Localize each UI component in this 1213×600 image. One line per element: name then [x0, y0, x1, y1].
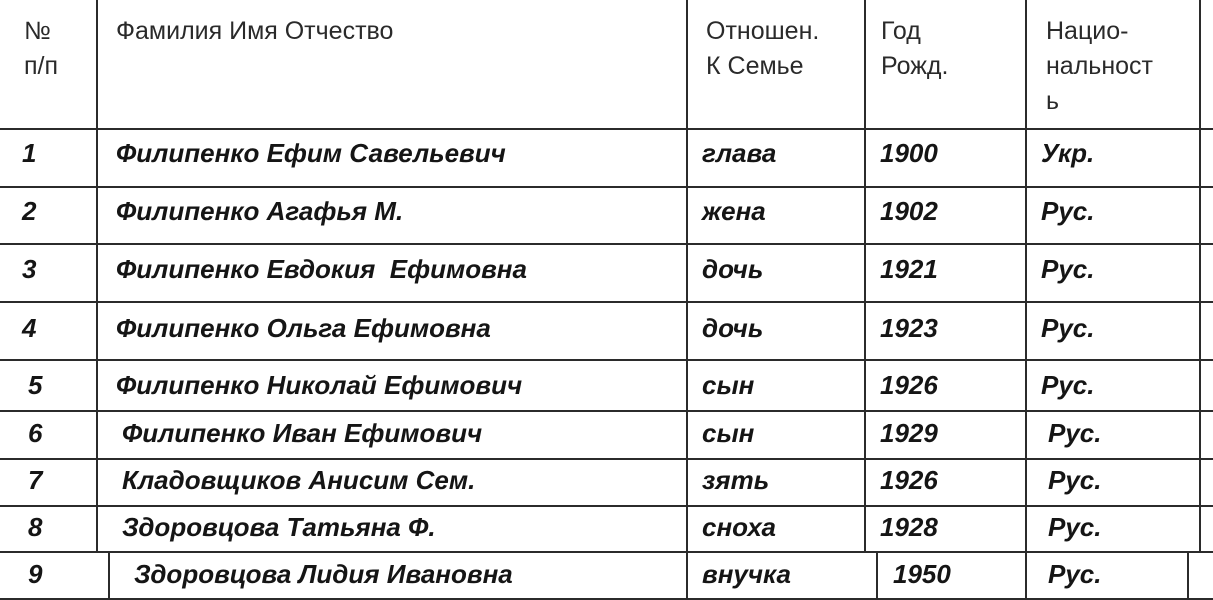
- column-divider: [864, 0, 866, 552]
- birth-year: 1900: [880, 138, 938, 168]
- row-number: 2: [22, 196, 37, 226]
- nationality: Рус.: [1048, 465, 1102, 495]
- header-line: Отношен.: [706, 17, 820, 45]
- header-full-name: [116, 14, 393, 49]
- person-name: Здоровцова Татьяна Ф.: [122, 512, 436, 542]
- header-line: Фамилия Имя Отчество: [116, 17, 394, 45]
- row-divider: [0, 410, 1213, 412]
- family-relation: внучка: [702, 559, 791, 589]
- column-divider: [96, 0, 98, 552]
- person-name: Здоровцова Лидия Ивановна: [134, 559, 513, 589]
- header-line: №: [24, 17, 51, 45]
- family-relation: дочь: [702, 313, 764, 343]
- column-divider: [686, 0, 688, 600]
- row-divider: [0, 243, 1213, 245]
- header-line: Год: [881, 17, 921, 45]
- birth-year: 1928: [880, 512, 938, 542]
- nationality: Рус.: [1041, 313, 1095, 343]
- birth-year: 1926: [880, 370, 938, 400]
- header-line: ь: [1046, 87, 1060, 115]
- birth-year: 1950: [893, 559, 951, 589]
- family-relation: дочь: [702, 254, 764, 284]
- family-relation: сноха: [702, 512, 776, 542]
- row-number: 5: [28, 370, 43, 400]
- row-number: 3: [22, 254, 37, 284]
- family-relation: глава: [702, 138, 777, 168]
- header-birth-year: [881, 14, 948, 84]
- person-name: Филипенко Николай Ефимович: [116, 370, 523, 400]
- person-name: Филипенко Евдокия Ефимовна: [116, 254, 527, 284]
- person-name: Филипенко Иван Ефимович: [122, 418, 483, 448]
- row-divider: [0, 458, 1213, 460]
- row-number: 7: [28, 465, 43, 495]
- header-line: К Семье: [706, 52, 804, 80]
- column-divider: [1199, 0, 1201, 552]
- birth-year: 1921: [880, 254, 938, 284]
- row-divider: [0, 551, 1213, 553]
- nationality: Рус.: [1041, 254, 1095, 284]
- nationality: Рус.: [1048, 559, 1102, 589]
- row-number: 8: [28, 512, 43, 542]
- person-name: Филипенко Ефим Савельевич: [116, 138, 506, 168]
- header-line: нальност: [1046, 52, 1153, 80]
- row-divider: [0, 186, 1213, 188]
- family-relation: зять: [702, 465, 770, 495]
- row-number: 1: [22, 138, 37, 168]
- header-line: Рожд.: [881, 52, 949, 80]
- column-divider: [1187, 552, 1189, 600]
- nationality: Рус.: [1048, 512, 1102, 542]
- birth-year: 1902: [880, 196, 938, 226]
- family-relation: сын: [702, 370, 755, 400]
- person-name: Филипенко Ольга Ефимовна: [116, 313, 491, 343]
- header-relation: [706, 14, 819, 84]
- header-nationality: [1046, 14, 1153, 119]
- birth-year: 1926: [880, 465, 938, 495]
- row-divider: [0, 301, 1213, 303]
- nationality: Укр.: [1041, 138, 1095, 168]
- birth-year: 1923: [880, 313, 938, 343]
- header-line: Нацио-: [1046, 17, 1129, 45]
- column-divider: [108, 552, 110, 600]
- birth-year: 1929: [880, 418, 938, 448]
- nationality: Рус.: [1041, 196, 1095, 226]
- header-row-number: [24, 14, 58, 84]
- header-line: п/п: [24, 52, 59, 80]
- person-name: Филипенко Агафья М.: [116, 196, 404, 226]
- family-relation: жена: [702, 196, 766, 226]
- row-divider: [0, 128, 1213, 130]
- row-number: 4: [22, 313, 37, 343]
- person-name: Кладовщиков Анисим Сем.: [122, 465, 476, 495]
- family-relation: сын: [702, 418, 755, 448]
- column-divider: [1025, 0, 1027, 600]
- column-divider: [876, 552, 878, 600]
- nationality: Рус.: [1048, 418, 1102, 448]
- row-divider: [0, 505, 1213, 507]
- nationality: Рус.: [1041, 370, 1095, 400]
- row-number: 6: [28, 418, 43, 448]
- row-number: 9: [28, 559, 43, 589]
- row-divider: [0, 359, 1213, 361]
